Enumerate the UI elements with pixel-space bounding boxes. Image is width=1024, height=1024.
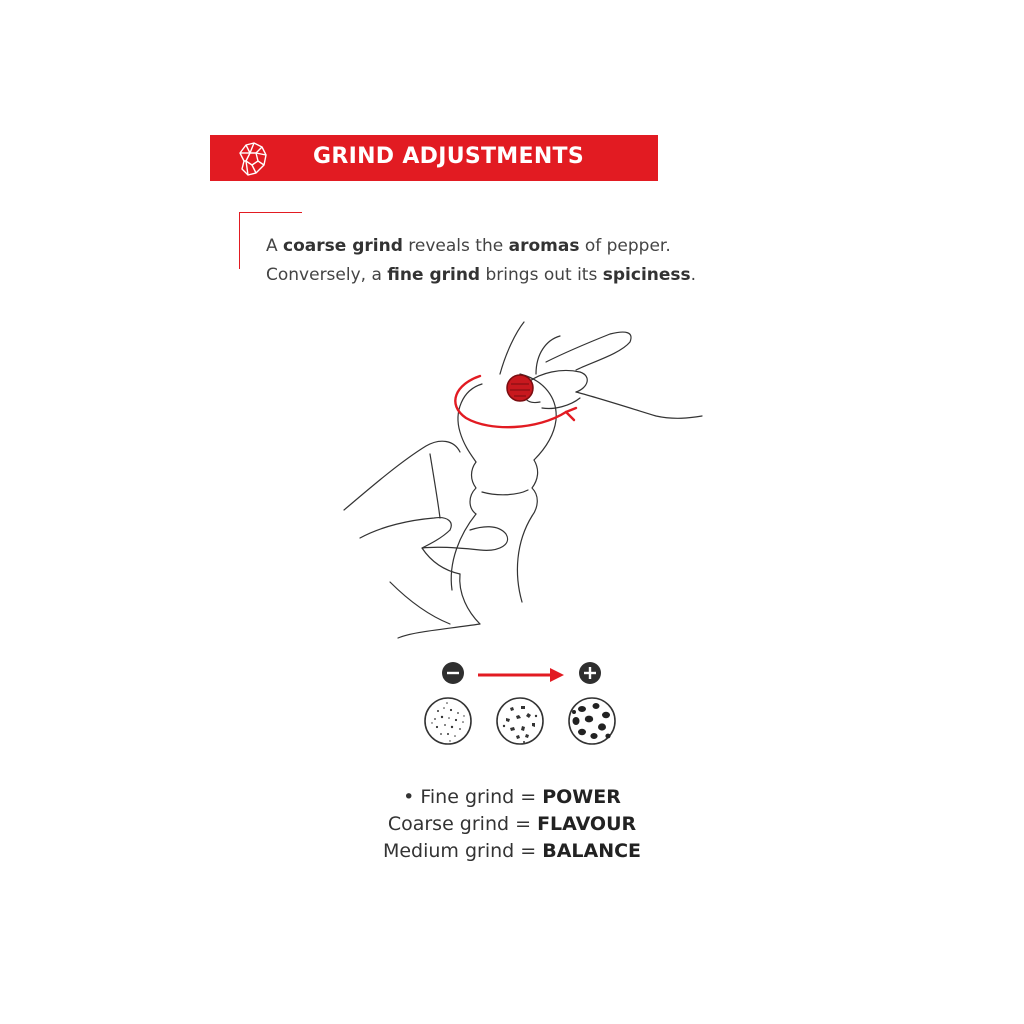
grind-label: Coarse grind =	[387, 813, 538, 835]
lion-head-icon	[232, 139, 272, 179]
grind-label: • Fine grind =	[403, 786, 543, 808]
grind-summary	[300, 784, 724, 865]
grind-row	[300, 811, 724, 838]
grind-scale	[420, 656, 620, 756]
coarse-grind-icon	[569, 698, 615, 744]
minus-icon	[442, 662, 464, 684]
intro-line-2	[266, 261, 746, 290]
grind-row	[300, 784, 724, 811]
grind-label: Medium grind =	[382, 840, 543, 862]
intro-text-part: A	[266, 236, 284, 256]
intro-text-part: brings out its	[480, 265, 603, 285]
title-banner	[210, 135, 658, 181]
intro-text-part: of pepper.	[579, 236, 671, 256]
intro-text-part: .	[690, 265, 697, 285]
plus-icon	[579, 662, 601, 684]
grind-row	[300, 838, 724, 865]
grind-value: BALANCE	[542, 840, 642, 862]
intro-line-1	[266, 232, 746, 261]
intro-emphasis: coarse grind	[283, 236, 403, 256]
intro-emphasis: fine grind	[387, 265, 481, 285]
grind-value: POWER	[542, 786, 621, 808]
intro-text	[266, 232, 746, 290]
medium-grind-icon	[497, 698, 543, 744]
intro-text-part: reveals the	[402, 236, 509, 256]
intro-emphasis: aromas	[508, 236, 580, 256]
grind-value: FLAVOUR	[537, 813, 637, 835]
hands-turning-grinder-knob-icon	[330, 312, 710, 642]
intro-emphasis: spiciness	[602, 265, 691, 285]
fine-grind-icon	[425, 698, 471, 744]
arrow-right-icon	[478, 668, 564, 682]
intro-text-part: Conversely, a	[266, 265, 388, 285]
page-title: GRIND ADJUSTMENTS	[313, 144, 584, 169]
